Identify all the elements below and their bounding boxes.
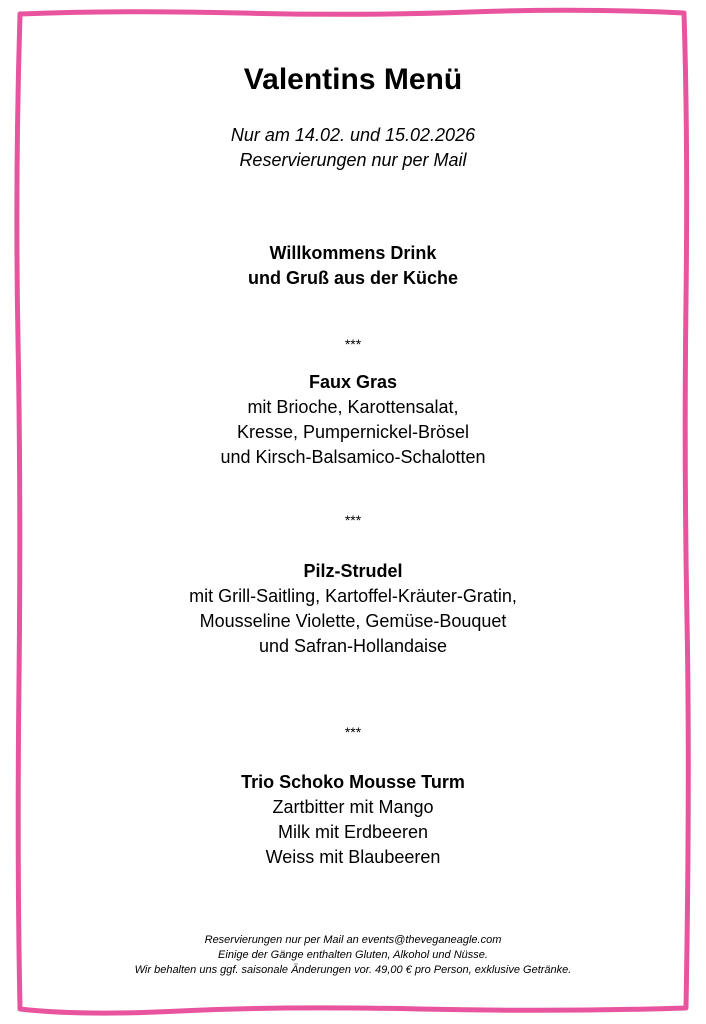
welcome-line-1: Willkommens Drink: [269, 243, 437, 263]
subtitle-dates: Nur am 14.02. und 15.02.2026: [230, 125, 476, 145]
separator: ***: [344, 336, 362, 352]
course-line: Kresse, Pumpernickel-Brösel: [236, 422, 470, 442]
course-name: Trio Schoko Mousse Turm: [241, 772, 465, 792]
course-line: mit Brioche, Karottensalat,: [247, 397, 459, 417]
menu-title: Valentins Menü: [243, 63, 463, 96]
separator: ***: [344, 724, 362, 740]
course-name: Pilz-Strudel: [303, 561, 403, 581]
footer-reservation: Reservierungen nur per Mail an events@theveganeagle.com: [204, 934, 502, 946]
welcome-section: [0, 241, 706, 291]
course-line: mit Grill-Saitling, Kartoffel-Kräuter-Gratin,: [189, 586, 517, 606]
welcome-line-2: und Gruß aus der Küche: [247, 268, 459, 288]
separator: ***: [344, 512, 362, 528]
course-faux-gras: [0, 370, 706, 470]
footer-notes: [0, 933, 706, 978]
course-line: Milk mit Erdbeeren: [277, 822, 429, 842]
course-line: Weiss mit Blaubeeren: [265, 847, 441, 867]
course-line: und Safran-Hollandaise: [258, 636, 448, 656]
course-name: Faux Gras: [308, 372, 398, 392]
course-pilz-strudel: [0, 559, 706, 659]
course-line: Zartbitter mit Mango: [272, 797, 434, 817]
course-schoko-mousse: [0, 770, 706, 870]
course-line: und Kirsch-Balsamico-Schalotten: [220, 447, 486, 467]
menu-subtitle: [0, 123, 706, 173]
footer-allergens: Einige der Gänge enthalten Gluten, Alkohol und Nüsse.: [218, 949, 488, 961]
subtitle-reservation: Reservierungen nur per Mail: [239, 150, 467, 170]
course-line: Mousseline Violette, Gemüse-Bouquet: [199, 611, 507, 631]
footer-price: Wir behalten uns ggf. saisonale Änderungen vor. 49,00 € pro Person, exklusive Getränke.: [134, 964, 572, 976]
